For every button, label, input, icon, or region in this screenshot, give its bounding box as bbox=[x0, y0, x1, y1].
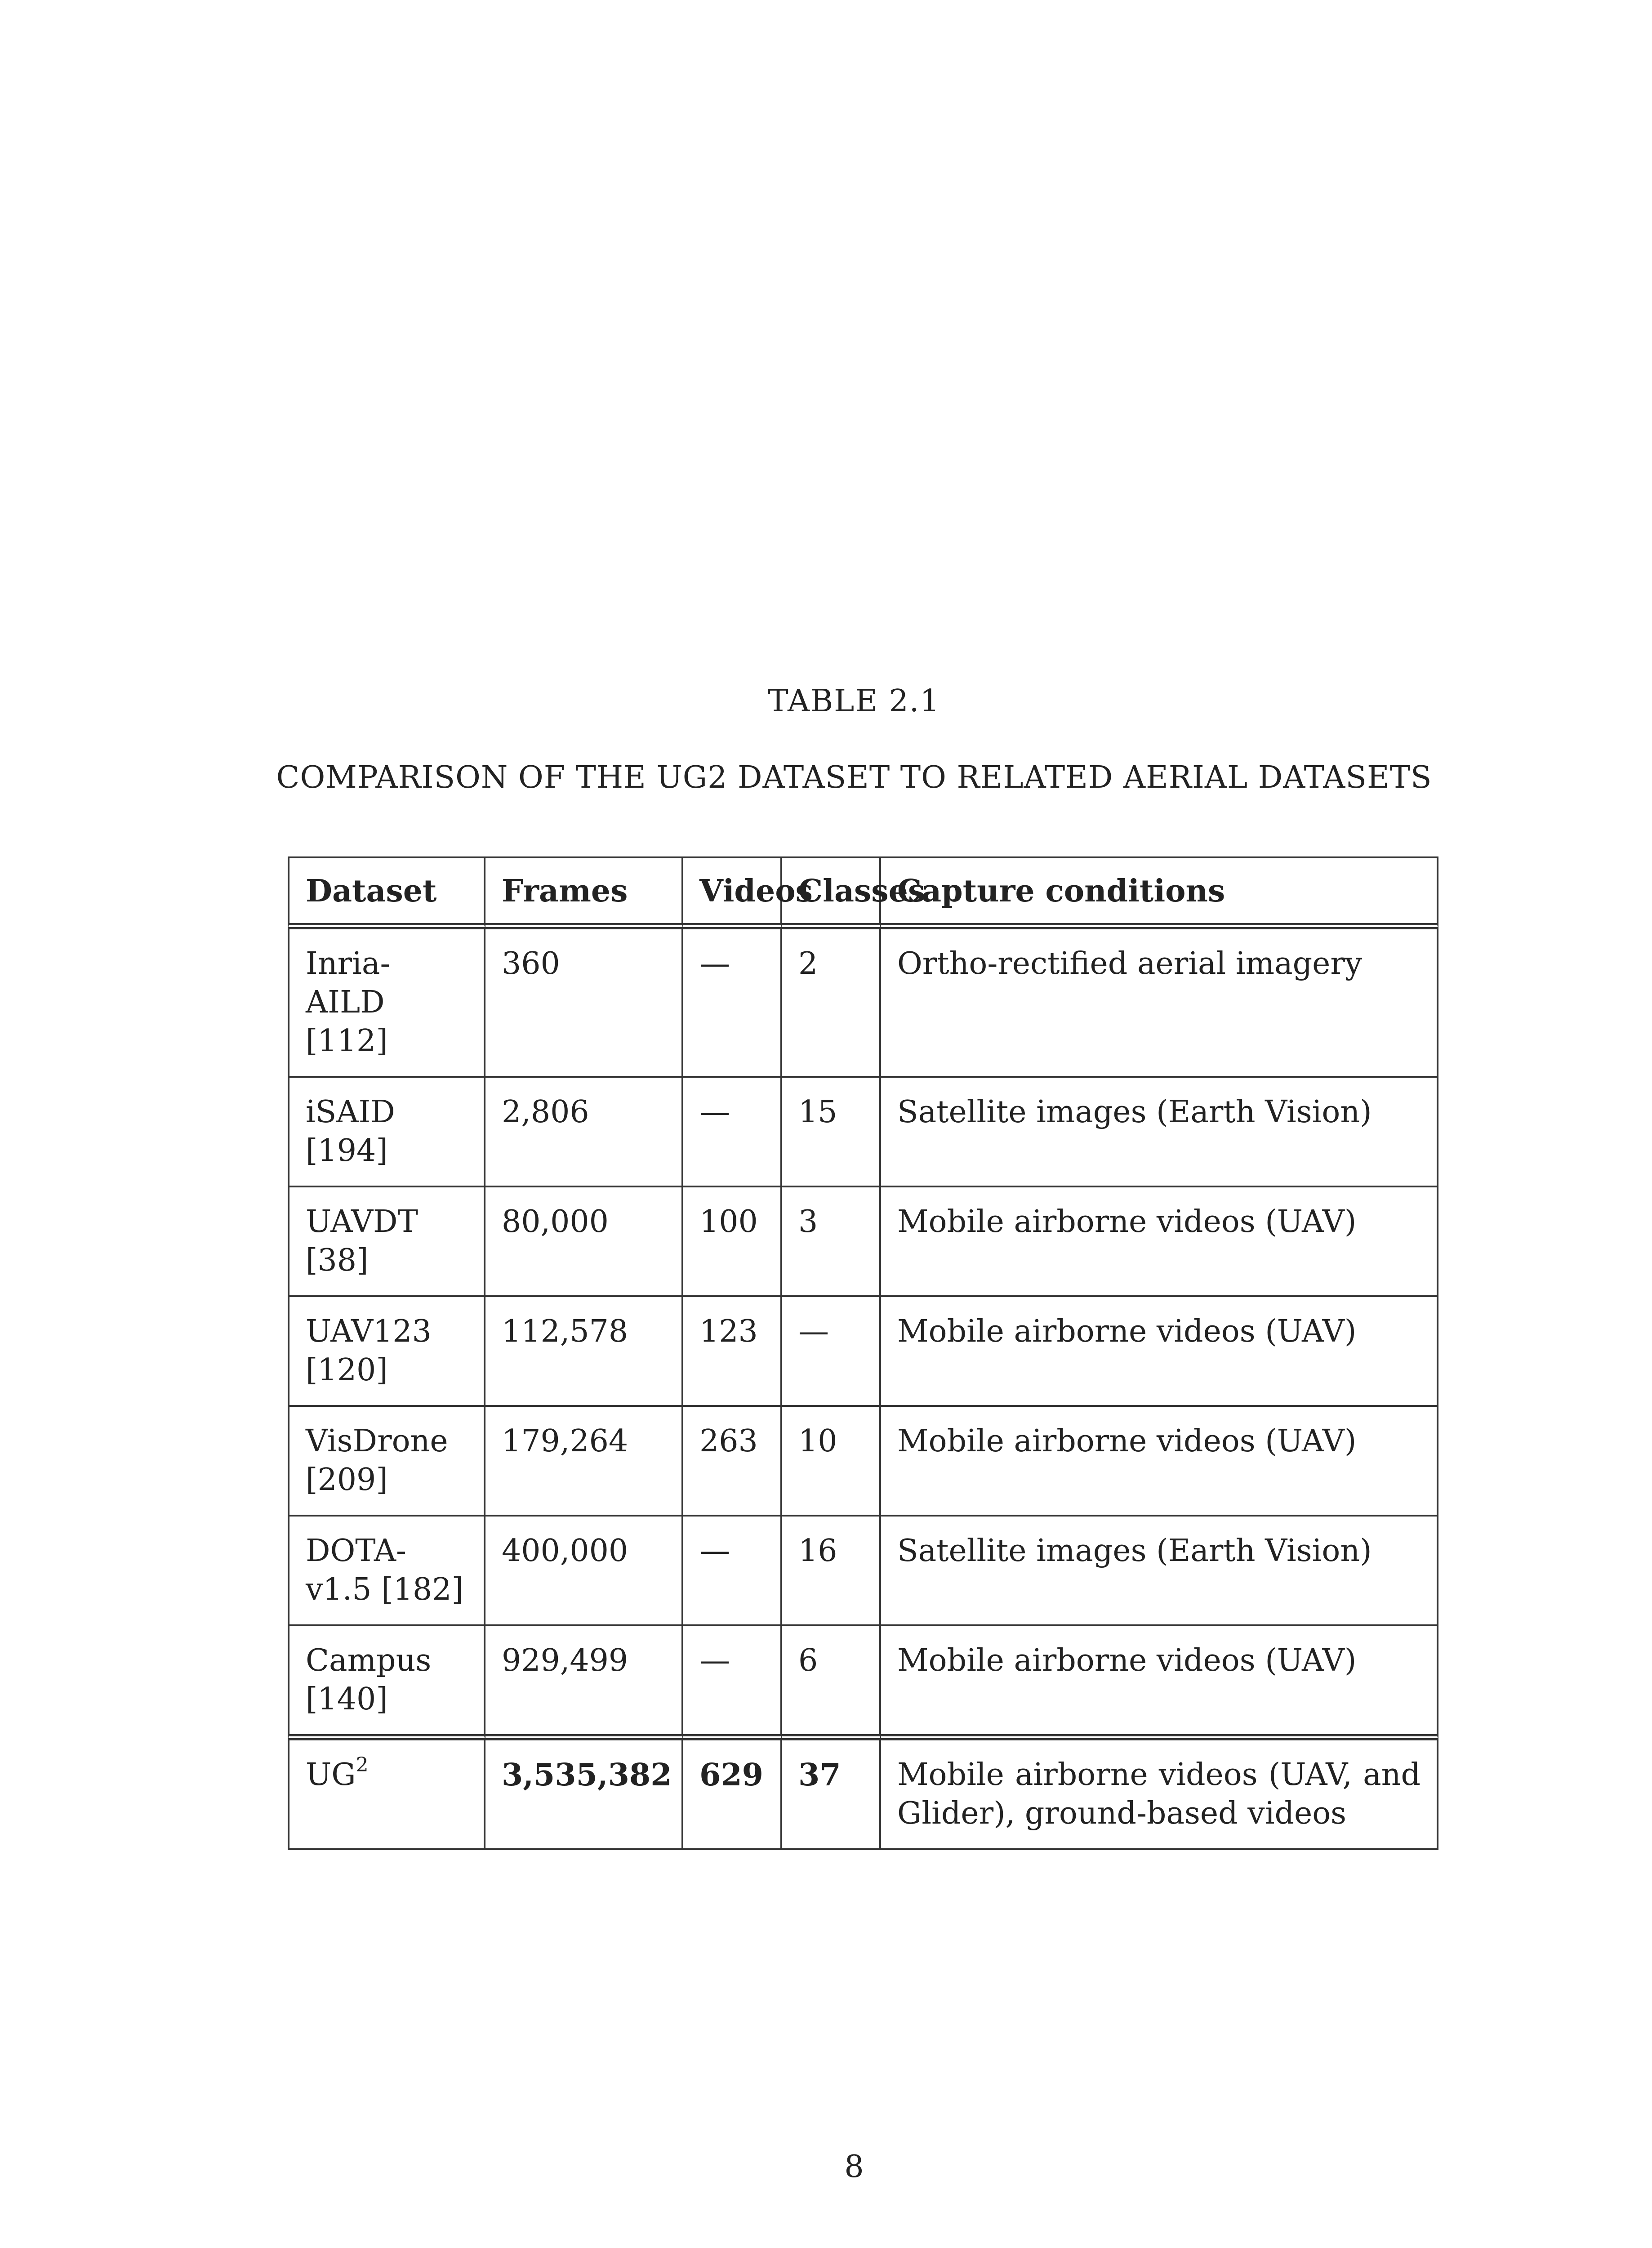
cell-frames: 360 bbox=[485, 929, 683, 1078]
cell-dataset: Campus [140] bbox=[288, 1626, 485, 1740]
cell-dataset: Inria-AILD [112] bbox=[288, 929, 485, 1078]
cell-classes: 3 bbox=[782, 1187, 881, 1297]
table-row bbox=[288, 1626, 1438, 1740]
cell-videos: 123 bbox=[683, 1297, 782, 1407]
header-videos: Videos bbox=[683, 856, 782, 929]
cell-dataset: VisDrone [209] bbox=[288, 1407, 485, 1517]
cell-videos: — bbox=[683, 1517, 782, 1626]
cell-videos: — bbox=[683, 929, 782, 1078]
cell-frames: 80,000 bbox=[485, 1187, 683, 1297]
cell-conditions: Mobile airborne videos (UAV) bbox=[881, 1187, 1438, 1297]
cell-conditions: Ortho-rectified aerial imagery bbox=[881, 929, 1438, 1078]
cell-dataset: UAVDT [38] bbox=[288, 1187, 485, 1297]
cell-dataset: iSAID [194] bbox=[288, 1078, 485, 1187]
cell-classes: 2 bbox=[782, 929, 881, 1078]
table-row bbox=[288, 929, 1438, 1078]
header-dataset: Dataset bbox=[288, 856, 485, 929]
cell-conditions: Mobile airborne videos (UAV) bbox=[881, 1297, 1438, 1407]
table-row bbox=[288, 1517, 1438, 1626]
summary-row bbox=[288, 1740, 1438, 1850]
cell-conditions: Satellite images (Earth Vision) bbox=[881, 1517, 1438, 1626]
header-frames: Frames bbox=[485, 856, 683, 929]
table-row bbox=[288, 1187, 1438, 1297]
cell-videos-ug2: 629 bbox=[683, 1740, 782, 1850]
cell-conditions-ug2: Mobile airborne videos (UAV, and Glider), ground-based videos bbox=[881, 1740, 1438, 1850]
table-row bbox=[288, 1078, 1438, 1187]
table-row bbox=[288, 1407, 1438, 1517]
ug2-superscript: 2 bbox=[356, 1753, 369, 1777]
cell-classes: 10 bbox=[782, 1407, 881, 1517]
cell-conditions: Satellite images (Earth Vision) bbox=[881, 1078, 1438, 1187]
cell-conditions: Mobile airborne videos (UAV) bbox=[881, 1407, 1438, 1517]
cell-dataset: UAV123 [120] bbox=[288, 1297, 485, 1407]
cell-classes: 6 bbox=[782, 1626, 881, 1740]
table-row bbox=[288, 1297, 1438, 1407]
header-conditions: Capture conditions bbox=[881, 856, 1438, 929]
table-label: TABLE 2.1 bbox=[768, 683, 940, 719]
comparison-table bbox=[288, 856, 1438, 1850]
cell-conditions: Mobile airborne videos (UAV) bbox=[881, 1626, 1438, 1740]
cell-videos: — bbox=[683, 1626, 782, 1740]
cell-videos: 100 bbox=[683, 1187, 782, 1297]
cell-frames: 179,264 bbox=[485, 1407, 683, 1517]
cell-videos: 263 bbox=[683, 1407, 782, 1517]
ug2-base: UG bbox=[306, 1757, 356, 1793]
table-header-row bbox=[288, 856, 1438, 929]
cell-frames-ug2: 3,535,382 bbox=[485, 1740, 683, 1850]
page-number: 8 bbox=[844, 2149, 864, 2185]
cell-frames: 112,578 bbox=[485, 1297, 683, 1407]
header-classes: Classes bbox=[782, 856, 881, 929]
cell-classes: 15 bbox=[782, 1078, 881, 1187]
cell-dataset-ug2 bbox=[288, 1740, 485, 1850]
cell-dataset: DOTA-v1.5 [182] bbox=[288, 1517, 485, 1626]
cell-videos: — bbox=[683, 1078, 782, 1187]
cell-classes-ug2: 37 bbox=[782, 1740, 881, 1850]
cell-frames: 2,806 bbox=[485, 1078, 683, 1187]
cell-classes: 16 bbox=[782, 1517, 881, 1626]
cell-classes: — bbox=[782, 1297, 881, 1407]
cell-frames: 929,499 bbox=[485, 1626, 683, 1740]
table-title: COMPARISON OF THE UG2 DATASET TO RELATED AERIAL DATASETS bbox=[276, 760, 1432, 795]
cell-frames: 400,000 bbox=[485, 1517, 683, 1626]
